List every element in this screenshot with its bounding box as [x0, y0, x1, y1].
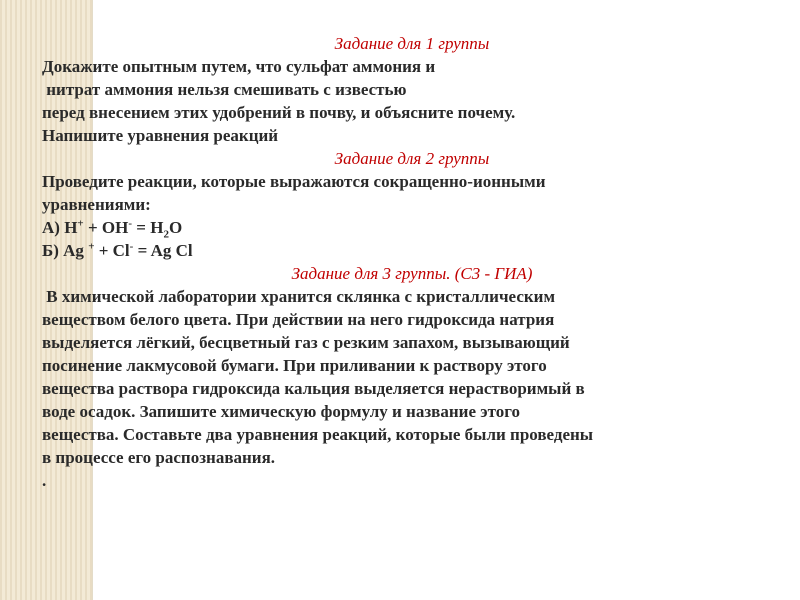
- task3-line: В химической лаборатории хранится склянка с кристаллическим: [42, 287, 556, 306]
- eq-b-end: = Ag Cl: [133, 241, 193, 260]
- eq-a-sub1: 2: [163, 228, 169, 241]
- eq-a-mid1: + ОН: [83, 218, 129, 237]
- task1-line: Напишите уравнения реакций: [42, 126, 279, 145]
- task3-line: в процессе его распознавания.: [42, 448, 276, 467]
- slide-content: [42, 32, 782, 492]
- task3-line: веществом белого цвета. При действии на него гидроксида натрия: [42, 310, 555, 329]
- task2-line: уравнениями:: [42, 195, 151, 214]
- equation-a: [42, 216, 782, 239]
- task3-heading: Задание для 3 группы. (С3 - ГИА): [291, 264, 533, 283]
- eq-a-mid2: = Н: [132, 218, 164, 237]
- eq-b-sup2: -: [129, 240, 134, 253]
- task1-line: перед внесением этих удобрений в почву, и объясните почему.: [42, 103, 516, 122]
- task3-line: воде осадок. Запишите химическую формулу и название этого: [42, 402, 521, 421]
- task3-line: посинение лакмусовой бумаги. При приливании к раствору этого: [42, 356, 547, 375]
- eq-a-prefix: А) Н: [42, 218, 78, 237]
- task3-line: выделяется лёгкий, бесцветный газ с резким запахом, вызывающий: [42, 333, 570, 352]
- task3-line: .: [42, 471, 47, 490]
- eq-b-sup1: +: [88, 240, 95, 253]
- eq-a-sup2: -: [128, 217, 133, 230]
- task3-line: вещества раствора гидроксида кальция выделяется нерастворимый в: [42, 379, 585, 398]
- equation-b: [42, 239, 782, 262]
- eq-a-sup1: +: [77, 217, 84, 230]
- eq-b-mid1: + Cl: [94, 241, 130, 260]
- task2-heading: Задание для 2 группы: [334, 149, 490, 168]
- task1-line: нитрат аммония нельзя смешивать с известью: [42, 80, 407, 99]
- eq-b-prefix: Б) Ag: [42, 241, 89, 260]
- task1-line: Докажите опытным путем, что сульфат аммония и: [42, 57, 436, 76]
- task1-heading: Задание для 1 группы: [334, 34, 490, 53]
- task3-line: вещества. Составьте два уравнения реакций, которые были проведены: [42, 425, 594, 444]
- task2-line: Проведите реакции, которые выражаются сокращенно-ионными: [42, 172, 546, 191]
- eq-a-end: О: [168, 218, 183, 237]
